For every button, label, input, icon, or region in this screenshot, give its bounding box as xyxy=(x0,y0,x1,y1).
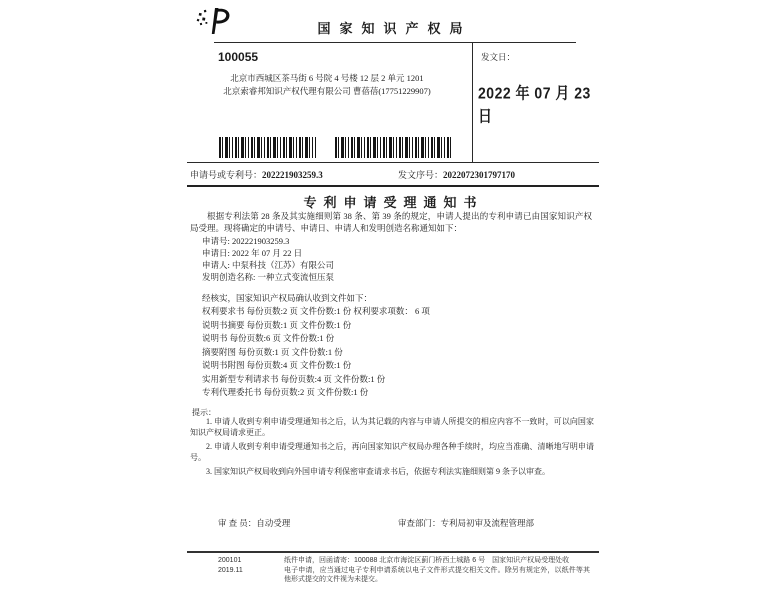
footer-form-code: 2019.11 xyxy=(218,567,243,574)
document-item: 说明书附图 每份页数:4 页 文件份数:1 份 xyxy=(202,360,352,370)
application-number-field xyxy=(190,168,323,181)
application-number-label: 申请号或专利号： xyxy=(190,170,263,180)
barcode-serial-number xyxy=(335,137,451,158)
intro-paragraph: 根据专利法第 28 条及其实施细则第 38 条、第 39 条的规定，申请人提出的专利申请已由国家知识产权局受理。现将确定的申请号、申请日、申请人和发明创造名称通知如下： xyxy=(190,211,592,233)
dispatch-divider xyxy=(472,42,473,163)
recipient-address-line2: 北京索睿邦知识产权代理有限公司 曹蓓蓓(17751229907) xyxy=(223,86,431,96)
footer-note-text: 纸件申请，回函请寄：100088 北京市海淀区蓟门桥西土城路 6 号 国家知识产权局受理处收 xyxy=(284,557,570,564)
examining-department-label: 审查部门： xyxy=(398,518,441,528)
document-item: 专利代理委托书 每份页数:2 页 文件份数:1 份 xyxy=(202,387,369,397)
document-item: 说明书摘要 每份页数:1 页 文件份数:1 份 xyxy=(202,319,352,330)
detail-invention-title: 发明创造名称: 一种立式变流恒压泵 xyxy=(202,272,334,282)
patent-notice-page xyxy=(180,0,600,600)
footer-note-text: 电子申请，应当通过电子专利申请系统以电子文件形式提交相关文件。除另有规定外，以纸件等其他形式提交的文件视为未提交。 xyxy=(284,567,590,583)
tip-item: 2. 申请人收到专利申请受理通知书之后，再向国家知识产权局办理各种手续时，均应当准确、清晰地写明申请号。 xyxy=(190,442,594,462)
application-number-value: 202221903259.3 xyxy=(262,170,323,180)
postal-code: 100055 xyxy=(218,50,259,64)
footer-divider xyxy=(187,551,599,553)
agency-title: 国家知识产权局 xyxy=(317,21,472,36)
examiner-field xyxy=(218,517,290,529)
examiner-value: 自动受理 xyxy=(256,518,291,528)
dispatch-date-label: 发文日： xyxy=(481,52,516,62)
application-details xyxy=(202,235,334,283)
footer-form-code: 200101 xyxy=(218,557,242,564)
tip-item: 3. 国家知识产权局收到向外国申请专利保密审查请求书后，依据专利法实施细则第 9 条予以审查。 xyxy=(206,467,550,476)
document-item: 实用新型专利请求书 每份页数:4 页 文件份数:1 份 xyxy=(202,373,386,384)
footer-row xyxy=(218,566,592,584)
examiner-label: 审 查 员： xyxy=(218,518,257,528)
document-item: 权利要求书 每份页数:2 页 文件份数:1 份 权利要求项数： 6 项 xyxy=(202,306,430,316)
reference-divider-top xyxy=(187,162,599,163)
tips-label: 提示： xyxy=(192,408,216,417)
document-title: 专利申请受理通知书 xyxy=(303,195,484,210)
header-divider xyxy=(214,42,576,43)
detail-application-no: 申请号: 202221903259.3 xyxy=(202,236,290,246)
examining-department-field xyxy=(398,517,534,529)
received-documents-list xyxy=(202,305,430,400)
document-item: 说明书 每份页数:6 页 文件份数:1 份 xyxy=(202,333,335,343)
detail-filing-date: 申请日: 2022 年 07 月 22 日 xyxy=(202,248,303,258)
barcode-application-number xyxy=(219,137,316,158)
tip-item: 1. 申请人收到专利申请受理通知书之后，认为其记载的内容与申请人所提交的相应内容不一致时，可以向国家知识产权局请求更正。 xyxy=(190,417,594,437)
document-item: 摘要附图 每份页数:1 页 文件份数:1 份 xyxy=(202,346,343,357)
serial-number-value: 2022072301797170 xyxy=(443,170,516,180)
serial-number-field xyxy=(398,168,515,181)
recipient-address xyxy=(198,72,456,98)
reference-divider-bottom xyxy=(187,185,599,187)
confirmation-intro: 经核实，国家知识产权局确认收到文件如下： xyxy=(202,293,373,303)
detail-applicant: 申请人: 中泵科技（江苏）有限公司 xyxy=(202,260,334,270)
footer-row xyxy=(218,556,592,565)
dispatch-date-stamp: 2022 年 07 月 23 日 xyxy=(478,83,591,125)
examining-department-value: 专利局初审及流程管理部 xyxy=(440,518,535,528)
recipient-address-line1: 北京市西城区茶马街 6 号院 4 号楼 12 层 2 单元 1201 xyxy=(230,73,424,83)
tips-list xyxy=(190,416,594,480)
serial-number-label: 发文序号： xyxy=(398,170,444,180)
footer-notes xyxy=(218,556,592,585)
